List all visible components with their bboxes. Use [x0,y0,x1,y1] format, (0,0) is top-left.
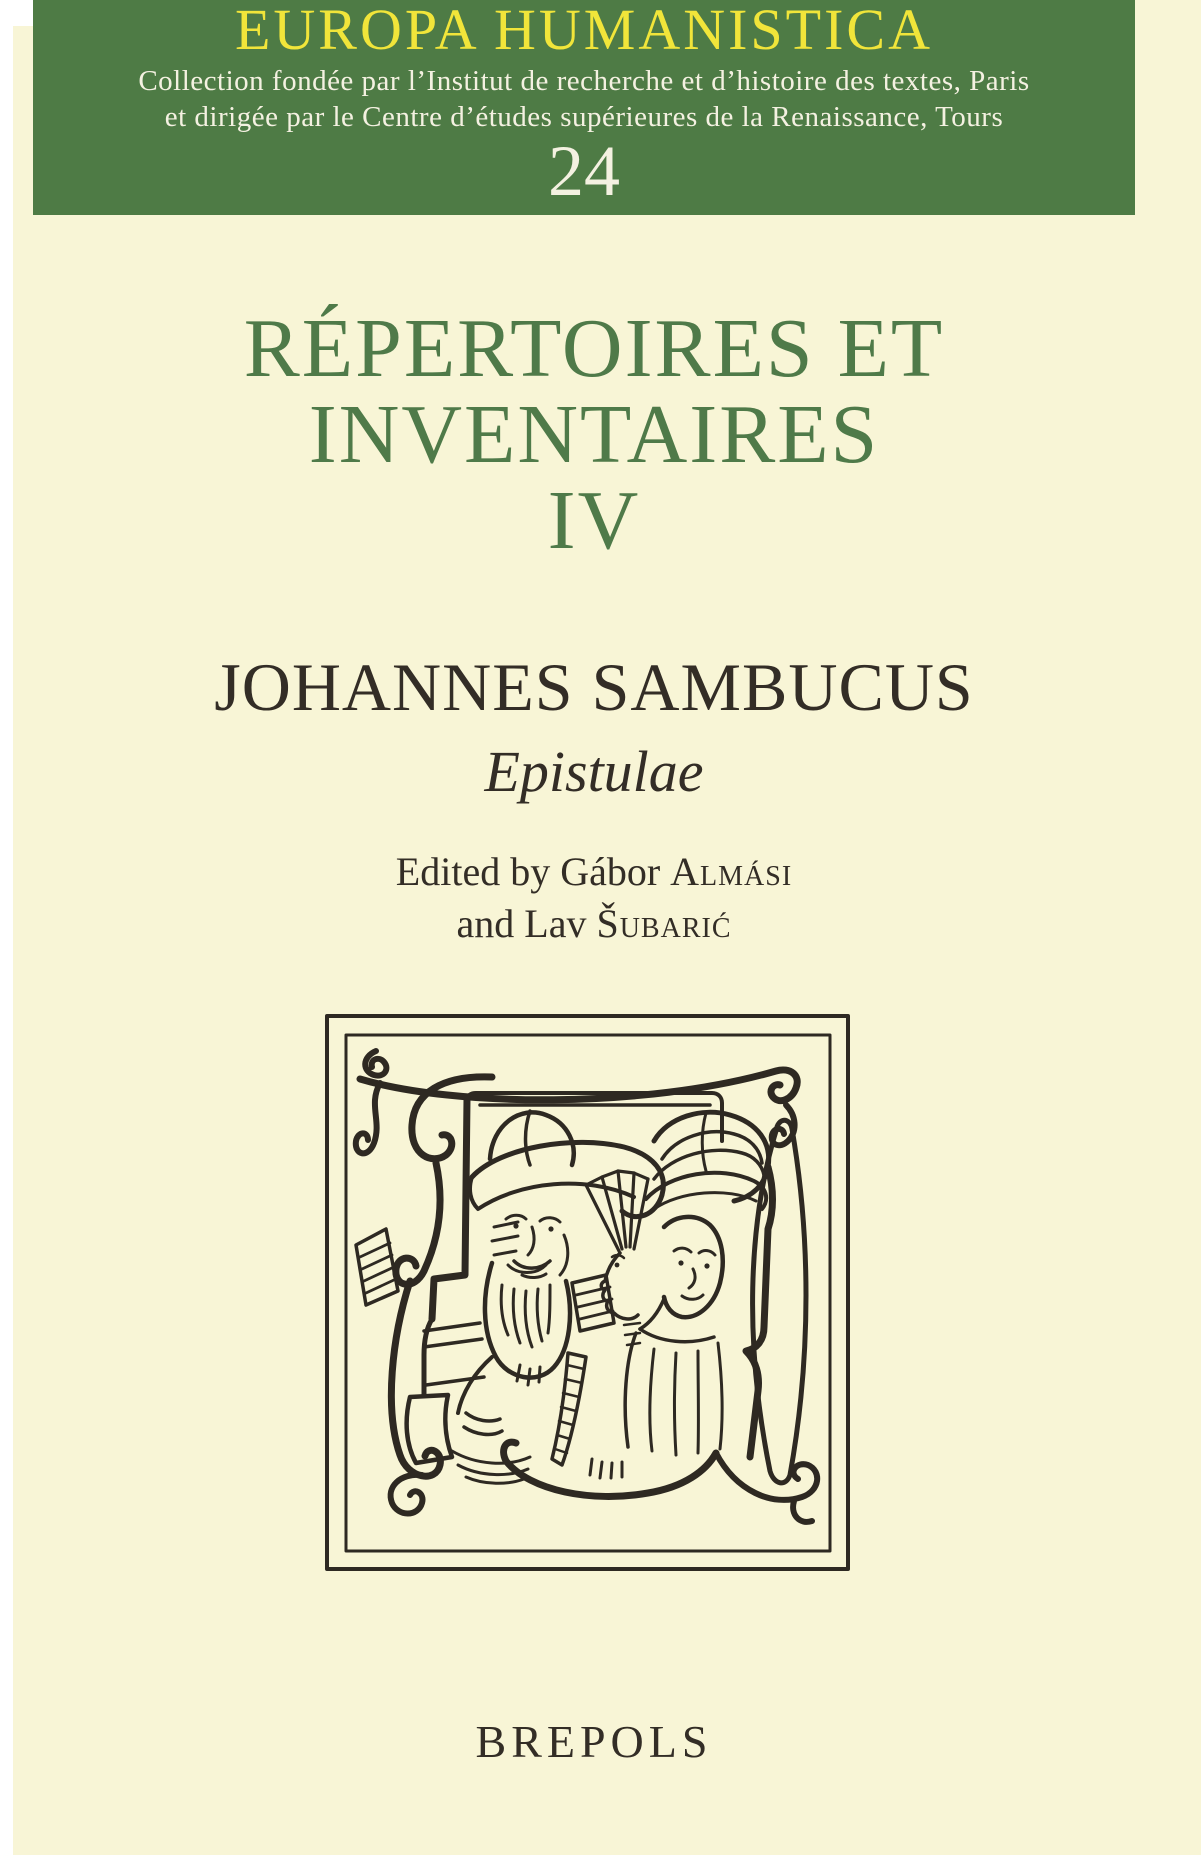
volume-number: 24 [548,131,620,211]
editors-line1 [14,846,1174,898]
work-title: Epistulae [484,739,704,804]
collection-title-line2: INVENTAIRES [308,388,880,481]
editors-line2 [14,898,1174,950]
series-subtitle-line1: Collection fondée par l’Institut de recherche et d’histoire des textes, Paris [138,65,1030,97]
author-name: JOHANNES SAMBUCUS [214,649,974,725]
editors-block [14,846,1174,950]
collection-title [14,302,1174,567]
collection-title-numeral: IV [547,474,641,567]
editors-line1-prefix: Edited by Gábor [395,849,671,894]
editor-name-subaric: Šubarić [596,901,732,946]
woodcut-initial-illustration [324,1013,851,1572]
editor-name-almasi: Almási [670,849,793,894]
publisher-name: BREPOLS [475,1716,713,1767]
series-banner [33,0,1135,215]
series-subtitle-line2: et dirigée par le Centre d’études supérieures de la Renaissance, Tours [164,101,1004,133]
collection-title-line1: RÉPERTOIRES ET [243,302,945,395]
scan-edge-strip [0,0,13,1855]
editors-line2-prefix: and Lav [456,901,597,946]
series-title: EUROPA HUMANISTICA [234,0,933,62]
